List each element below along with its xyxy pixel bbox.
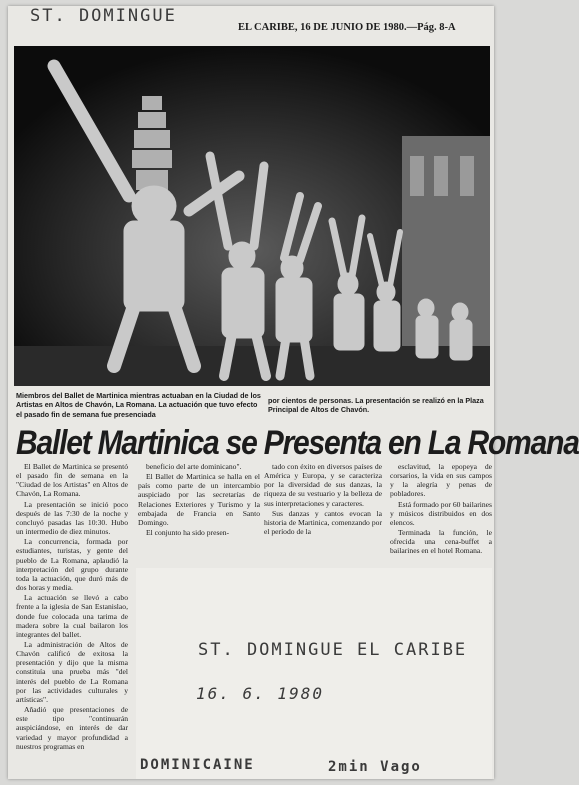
handwritten-note-right: 2min Vago <box>328 759 422 775</box>
paragraph: Terminada la función, le ofrecida una cena-buffet a bailarines en el hotel Romana. <box>390 528 492 556</box>
paragraph: Está formado por 60 bailarines y músicos distribuidos en dos elencos. <box>390 499 492 527</box>
handwritten-note-left: DOMINICAINE <box>140 757 255 773</box>
paragraph: El Ballet de Martinica se presentó el pasado fin de semana en la "Ciudad de los Artistas" en Altos de Chavón, La Romana. <box>16 462 128 499</box>
article-headline: Ballet Martinica se Presenta en La Romana <box>16 424 579 462</box>
paragraph: La concurrencia, formada por estudiantes, turistas, y gente del pueblo de La Romana, aplaudió la interpretación del grupo durante toda la actuación, que duró más de dos horas y media. <box>16 537 128 593</box>
paragraph: El Ballet de Martinica se halla en el país como parte de un intercambio auspiciado por las secretarías de Relaciones Exteriores y Turismo y la embajada de Francia en Santo Domingo. <box>138 472 260 527</box>
paragraph: tado con éxito en diversos países de América y Europa, y se caracteriza por la diversidad de sus danzas, la riqueza de su vestuario y la belleza de sus interpretaciones y caracteres. <box>264 462 382 508</box>
paragraph: Añadió que presentaciones de este tipo "continuarán auspiciándose, en interés de dar variedad y mayor profundidad a nuestros programas en <box>16 705 128 751</box>
paragraph: esclavitud, la epopeya de corsarios, la vida en sus campos y la alegría y penas de pobladores. <box>390 462 492 499</box>
photo-caption-left: Miembros del Ballet de Martinica mientras actuaban en la Ciudad de los Artistas en Altos de Chavón, La Romana. La actuación que tuvo efecto el pasado fin de semana fue presenciada <box>16 391 261 419</box>
handwritten-annotation-top: ST. DOMINGUE <box>30 6 177 26</box>
paragraph: El conjunto ha sido presen- <box>146 528 230 538</box>
ballet-dancers-illustration <box>14 46 490 386</box>
photo-caption-right: por cientos de personas. La presentación se realizó en la Plaza Principal de Altos de Chavón. <box>268 396 484 415</box>
archive-stamp-source: ST. DOMINGUE EL CARIBE <box>198 640 468 660</box>
archive-stamp-date: 16. 6. 1980 <box>196 684 324 703</box>
article-column-1 <box>16 462 128 752</box>
paragraph: La administración de Altos de Chavón calificó de exitosa la presentación y dijo que la misma constituía una prueba más "del interés del pueblo de La Romana por las actividades culturales y artísticas". <box>16 639 128 704</box>
ballet-photo <box>14 46 490 386</box>
paragraph: La presentación se inició poco después de las 7:30 de la noche y concluyó pasadas las 10:30. Hubo un intermedio de diez minutos. <box>16 499 128 537</box>
blank-archive-area <box>136 568 492 779</box>
article-column-3 <box>264 462 382 537</box>
paragraph: La actuación se llevó a cabo frente a la iglesia de San Estanislao, donde fue colocada una tarima de madera sobre la cual bailaron los integrantes del ballet. <box>16 593 128 639</box>
article-column-4 <box>390 462 492 557</box>
newspaper-masthead: EL CARIBE, 16 DE JUNIO DE 1980.—Pág. 8-A <box>238 22 456 33</box>
paragraph: Sus danzas y cantos evocan la historia de Martinica, comenzando por el período de la <box>264 508 382 537</box>
paragraph: beneficio del arte dominicano". <box>146 462 242 471</box>
article-column-2 <box>138 462 260 538</box>
